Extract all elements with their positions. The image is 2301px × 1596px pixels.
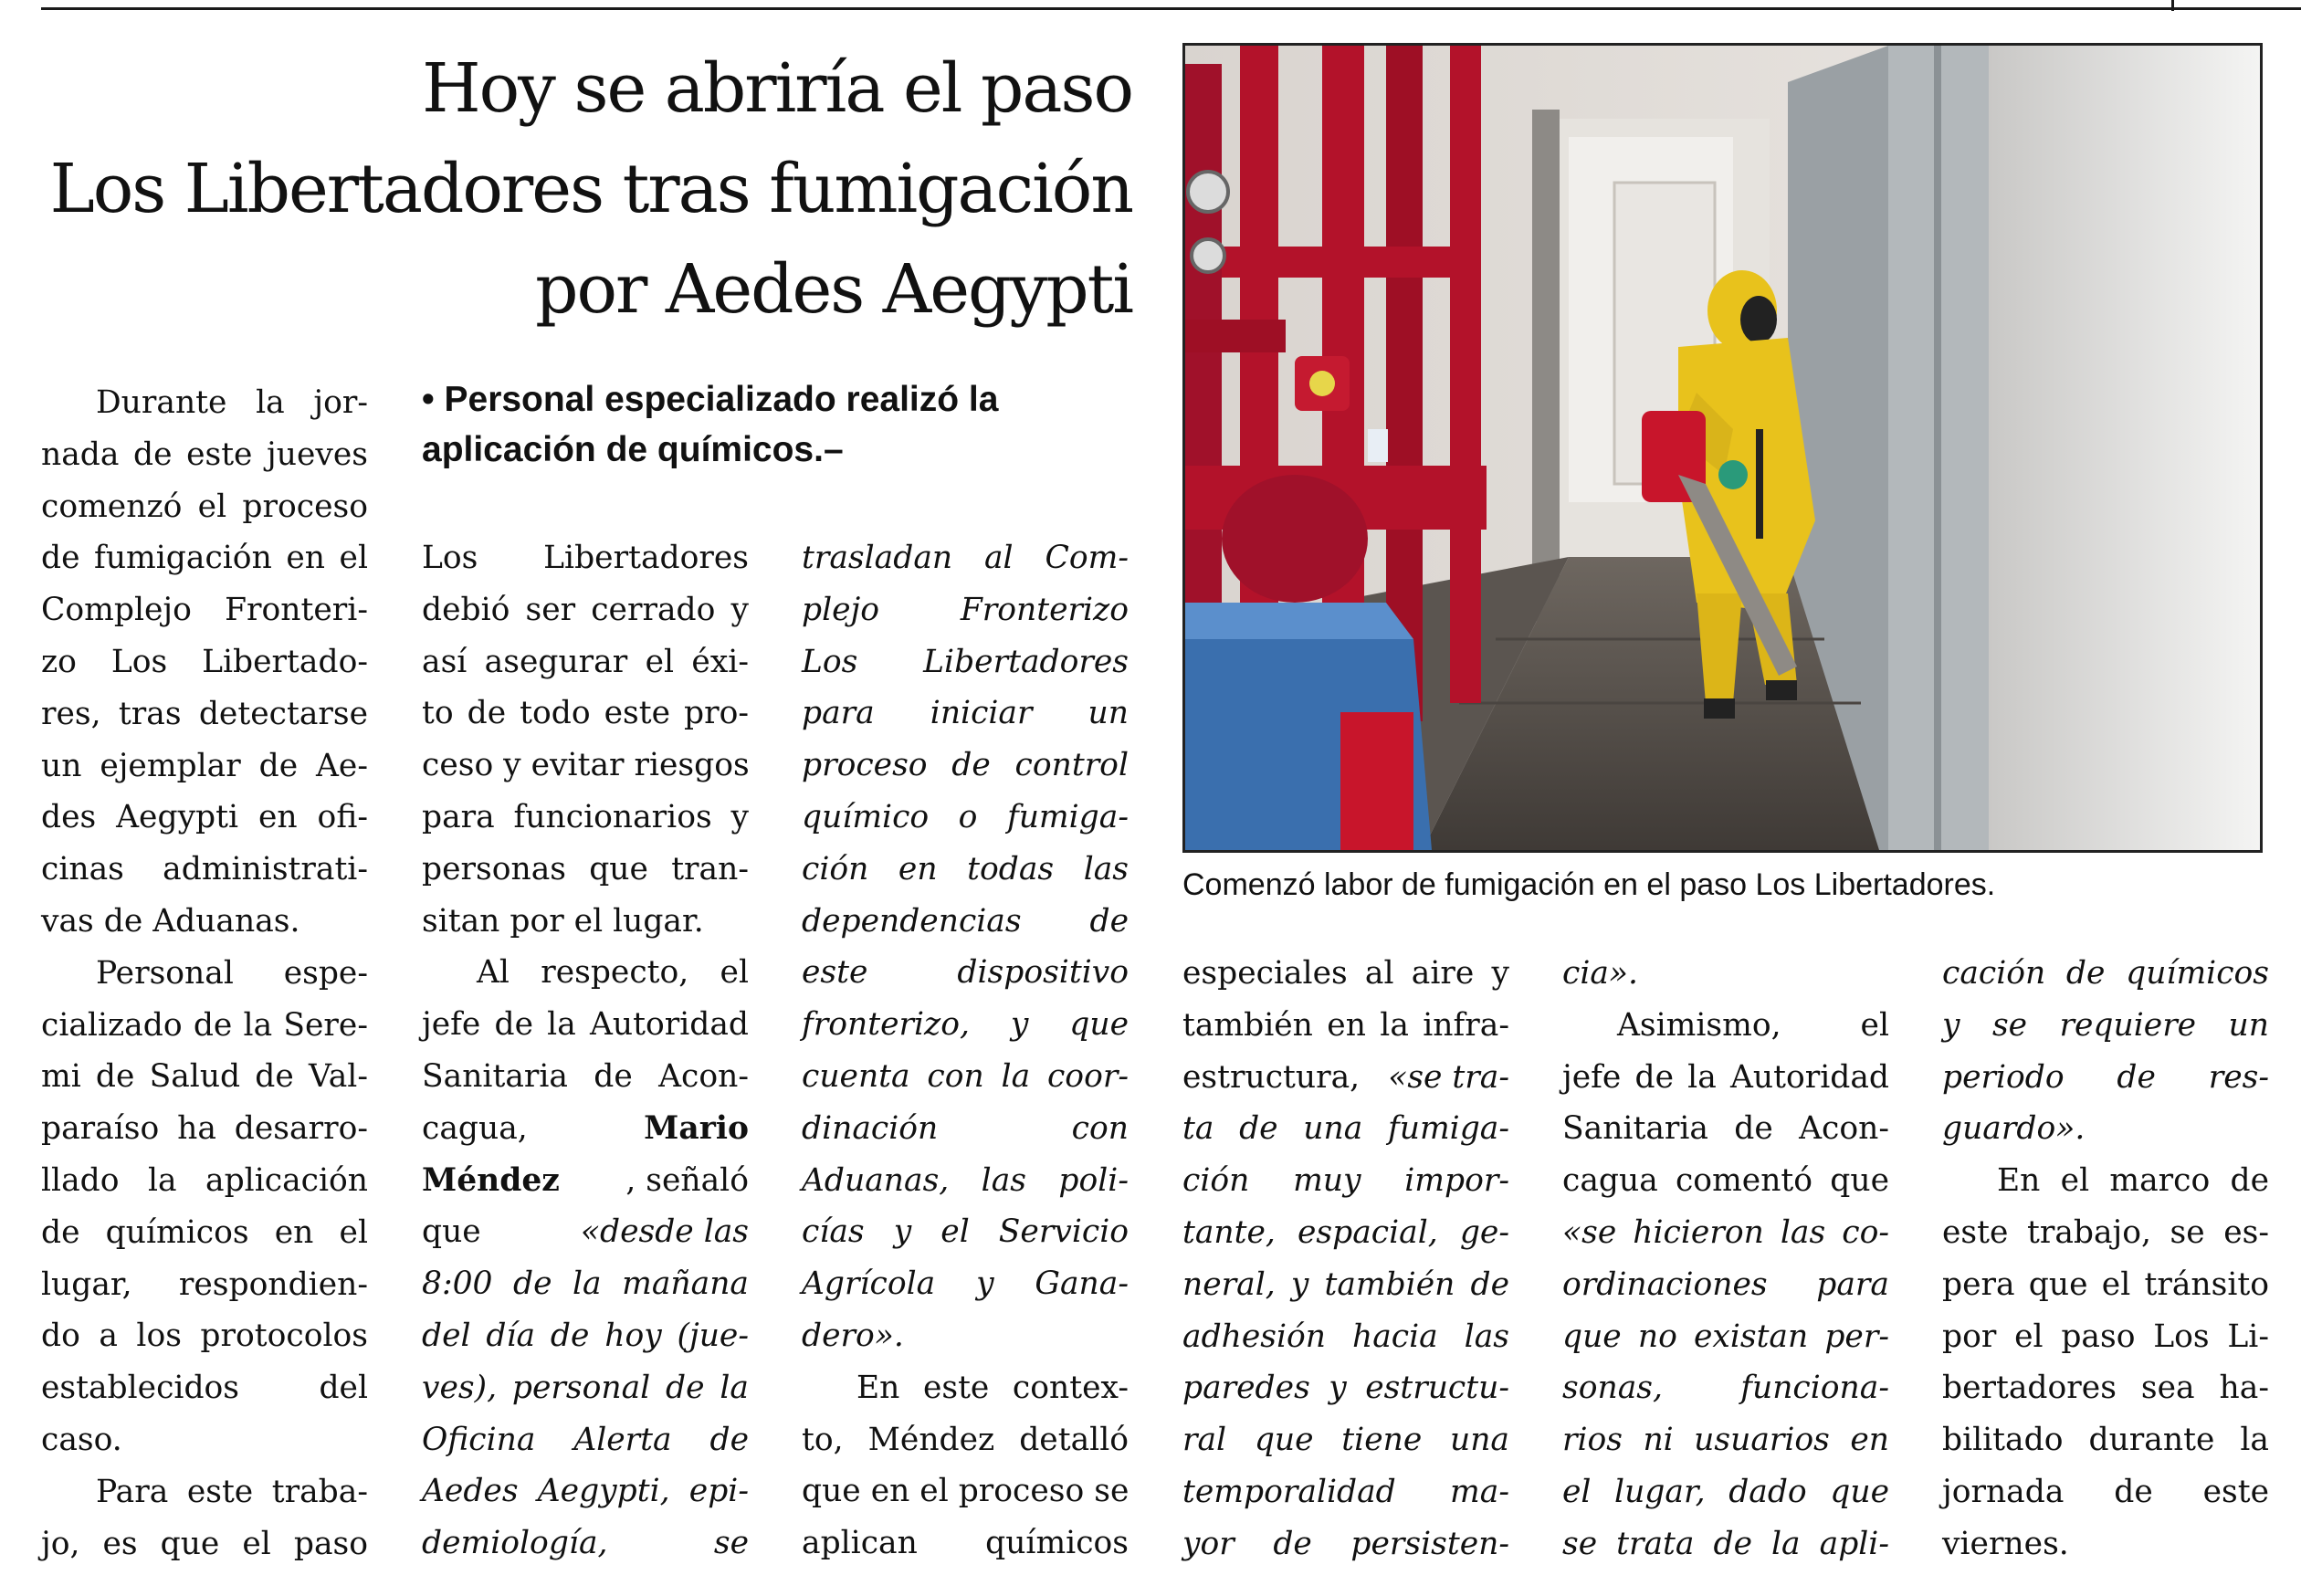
text-line: por el paso Los Li- — [1942, 1318, 2269, 1355]
column-2 — [422, 532, 749, 1570]
text-line: des Aegypti en ofi- — [41, 799, 368, 836]
quote-line: Los Libertadores — [802, 643, 1129, 680]
text-line: comenzó el proceso — [41, 488, 368, 525]
photo-caption: Comenzó labor de fumigación en el paso Los Libertadores. — [1182, 867, 1996, 902]
quote-line: cia». — [1562, 955, 1638, 992]
quote-line: Aduanas, las poli- — [802, 1161, 1129, 1199]
text-line: viernes. — [1942, 1525, 2069, 1562]
text-line: bilitado durante la — [1942, 1422, 2269, 1459]
text-line: Al respecto, el — [477, 954, 749, 992]
fumigation-photo-illustration — [1185, 46, 2260, 850]
quote-line: el lugar, dado que — [1562, 1473, 1889, 1510]
text-line: zo Los Libertado- — [41, 643, 368, 680]
text-line: to de todo este pro- — [422, 695, 749, 732]
column-6 — [1942, 948, 2269, 1570]
text-line: Sanitaria de Acon- — [422, 1057, 749, 1095]
quote-line: Aedes Aegypti, epi- — [422, 1473, 749, 1510]
text-line: pera que el tránsito — [1942, 1265, 2269, 1303]
top-rule — [41, 7, 2301, 10]
quote-line: que no existan per- — [1562, 1318, 1889, 1355]
text-line: aplican químicos — [802, 1525, 1129, 1562]
text-line: to, Méndez detalló — [802, 1421, 1129, 1458]
text-line: jo, es que el paso — [41, 1525, 368, 1562]
quote-line: adhesión hacia las — [1182, 1318, 1509, 1355]
text-line: también en la infra- — [1182, 1006, 1509, 1044]
person-name: Mario — [644, 1109, 749, 1147]
text-line: establecidos del — [41, 1370, 368, 1407]
text-line: jefe de la Autoridad — [422, 1006, 749, 1044]
quote-line: temporalidad ma- — [1182, 1473, 1509, 1510]
quote-line: tante, espacial, ge- — [1182, 1213, 1509, 1251]
text-line: así asegurar el éxi- — [422, 643, 749, 680]
quote-line: se trata de la apli- — [1562, 1525, 1889, 1562]
quote-line: rios ni usuarios en — [1562, 1422, 1889, 1459]
text-fragment: estructura, — [1182, 1058, 1361, 1096]
quote-fragment: demiología, — [422, 1525, 608, 1562]
text-line: llado la aplicación — [41, 1161, 368, 1199]
quote-line: ves), personal de la — [422, 1369, 749, 1406]
text-line: cinas administrati- — [41, 851, 368, 888]
quote-line: sonas, funciona- — [1562, 1370, 1889, 1407]
quote-line: trasladan al Com- — [802, 540, 1129, 576]
quote-line: ción en todas las — [802, 850, 1129, 887]
text-line: para funcionarios y — [422, 798, 749, 835]
quote-fragment: «desde las — [580, 1213, 749, 1251]
text-line: En el marco de — [1997, 1162, 2269, 1200]
text-line: Asimismo, el — [1617, 1006, 1889, 1044]
quote-line: para iniciar un — [802, 695, 1129, 732]
quote-fragment: se — [713, 1525, 749, 1562]
quote-line: este dispositivo — [802, 954, 1129, 992]
headline — [41, 38, 1132, 340]
quote-line: ordinaciones para — [1562, 1265, 1889, 1303]
top-rule-tick — [2171, 0, 2174, 11]
text-line: bertadores sea ha- — [1942, 1370, 2269, 1407]
text-line: ceso y evitar riesgos — [422, 747, 750, 784]
text-line: jornada de este — [1942, 1473, 2269, 1510]
quote-line: plejo Fronterizo — [802, 591, 1129, 628]
column-4 — [1182, 948, 1509, 1570]
quote-line: dependencias de — [802, 902, 1129, 940]
text-line: especiales al aire y — [1182, 955, 1509, 992]
text-line: personas que tran- — [422, 850, 749, 887]
quote-line: periodo de res- — [1942, 1058, 2269, 1096]
text-fragment: , señaló — [625, 1161, 749, 1199]
quote-line: ral que tiene una — [1182, 1422, 1509, 1459]
article-photo — [1182, 43, 2263, 853]
kicker: • Personal especializado realizó la aplicación de químicos.– — [422, 380, 999, 469]
text-line: jefe de la Autoridad — [1562, 1058, 1889, 1096]
column-5 — [1562, 948, 1889, 1570]
person-name: Méndez — [422, 1161, 560, 1199]
headline-line-2: Los Libertadores tras fumigación — [49, 150, 1132, 228]
quote-line: Oficina Alerta de — [422, 1421, 749, 1458]
text-line — [422, 1155, 749, 1207]
text-line: Complejo Fronteri- — [41, 592, 368, 629]
quote-line: guardo». — [1942, 1110, 2086, 1148]
text-line: este trabajo, se es- — [1942, 1213, 2269, 1251]
text-line: Durante la jor- — [96, 384, 368, 421]
text-line: cagua comentó que — [1562, 1162, 1889, 1200]
text-line: nada de este jueves — [41, 436, 368, 473]
quote-line: neral, y también de — [1182, 1265, 1509, 1303]
quote-line: dinación con — [802, 1109, 1129, 1147]
quote-line — [422, 1517, 749, 1570]
text-line: sitan por el lugar. — [422, 902, 704, 940]
text-line: de fumigación en el — [41, 540, 368, 577]
quote-line: dero». — [802, 1317, 904, 1354]
text-line: un ejemplar de Ae- — [41, 747, 368, 784]
quote-line: cías y el Servicio — [802, 1213, 1129, 1251]
quote-line: proceso de control — [802, 747, 1129, 784]
quote-line: yor de persisten- — [1182, 1525, 1509, 1562]
quote-line: del día de hoy (jue- — [422, 1317, 749, 1354]
quote-line: cación de químicos — [1942, 955, 2269, 992]
text-line: Los Libertadores — [422, 540, 749, 576]
column-3 — [802, 532, 1129, 1570]
text-line: res, tras detectarse — [41, 695, 368, 732]
text-line: Para este traba- — [96, 1473, 368, 1510]
text-line: de químicos en el — [41, 1213, 368, 1251]
text-line: cializado de la Sere- — [41, 1006, 368, 1044]
text-line — [422, 1206, 749, 1258]
quote-line: paredes y estructu- — [1182, 1370, 1509, 1407]
quote-line: cuenta con la coor- — [802, 1057, 1129, 1095]
text-line: caso. — [41, 1421, 122, 1458]
text-line: mi de Salud de Val- — [41, 1058, 368, 1096]
quote-line: Agrícola y Gana- — [802, 1265, 1129, 1303]
text-line: que en el proceso se — [802, 1473, 1129, 1510]
text-line: Personal espe- — [96, 954, 368, 992]
text-line: paraíso ha desarro- — [41, 1110, 368, 1148]
column-1 — [41, 377, 368, 1570]
text-line: debió ser cerrado y — [422, 591, 749, 628]
text-line: do a los protocolos — [41, 1318, 368, 1355]
quote-line: químico o fumiga- — [802, 798, 1129, 835]
headline-line-1: Hoy se abriría el paso — [422, 49, 1132, 128]
text-line — [1182, 1052, 1509, 1104]
text-line: En este contex- — [856, 1369, 1129, 1406]
quote-fragment: «se tra- — [1388, 1058, 1509, 1096]
text-line: vas de Aduanas. — [41, 902, 300, 940]
quote-line: y se requiere un — [1942, 1006, 2269, 1044]
quote-line: «se hicieron las co- — [1562, 1213, 1889, 1251]
quote-line: fronterizo, y que — [802, 1006, 1129, 1044]
text-fragment: que — [422, 1213, 481, 1251]
quote-line: 8:00 de la mañana — [422, 1265, 749, 1303]
text-line: lugar, respondien- — [41, 1265, 368, 1303]
text-fragment: cagua, — [422, 1109, 528, 1147]
headline-line-3: por Aedes Aegypti — [535, 250, 1132, 329]
text-line: Sanitaria de Acon- — [1562, 1110, 1889, 1148]
text-line — [422, 1103, 749, 1155]
quote-line: ción muy impor- — [1182, 1162, 1509, 1200]
quote-line: ta de una fumiga- — [1182, 1110, 1509, 1148]
